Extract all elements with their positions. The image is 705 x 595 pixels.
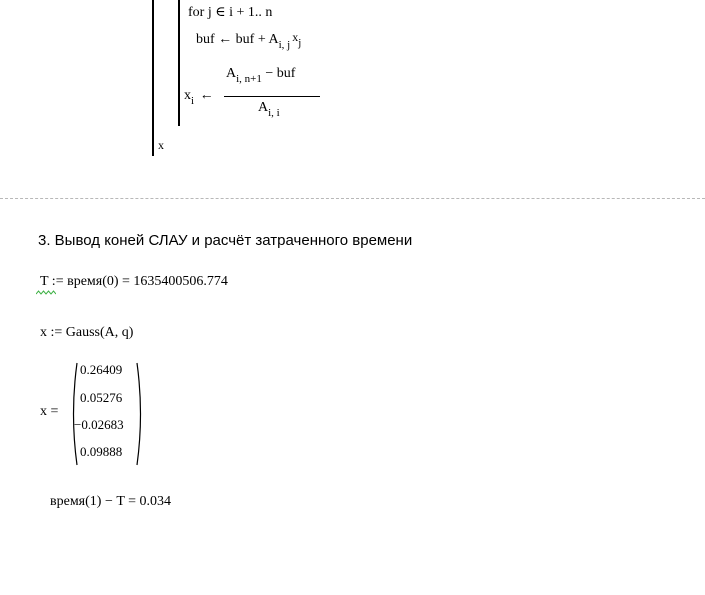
result-label-text: x = (40, 404, 59, 419)
warning-squiggle-icon (36, 290, 56, 296)
section-heading[interactable] (38, 232, 412, 249)
assign-sub-i: i (191, 95, 195, 107)
program-return (158, 138, 164, 153)
accumulate-sub-ij: i, j (278, 39, 291, 51)
vector-entry-4: 0.09888 (80, 444, 123, 459)
section-heading-text: 3. Вывод коней СЛАУ и расчёт затраченного времени (38, 232, 413, 249)
result-label[interactable] (40, 404, 58, 420)
vector-entry (80, 444, 122, 460)
assign-x: x (184, 88, 191, 103)
gauss-assignment[interactable] (40, 325, 133, 341)
accumulate-statement[interactable] (196, 30, 302, 51)
numerator-tail: − buf (265, 66, 296, 81)
numerator-A: A (226, 66, 237, 81)
vector-entry (74, 417, 124, 433)
program-inner-bar (178, 0, 180, 126)
elapsed-text: время(1) − T = 0.034 (50, 494, 172, 509)
vector-entry (80, 362, 122, 378)
region-separator (0, 198, 705, 199)
elapsed-time-expression[interactable] (50, 494, 171, 510)
assign-arrow: ← (199, 88, 214, 103)
program-outer-bar (152, 0, 154, 156)
vector-left-paren-icon (68, 362, 78, 466)
vector-right-paren-icon (136, 362, 146, 466)
accumulate-sub-j: j (298, 37, 302, 49)
denominator-sub: i, i (268, 107, 280, 119)
fraction-bar (224, 96, 320, 97)
return-x: x (158, 138, 164, 152)
accumulate-x: x (292, 30, 299, 44)
vector-entry-3: −0.02683 (74, 417, 124, 432)
vector-entry-1: 0.26409 (80, 362, 123, 377)
time-start-expression[interactable] (40, 274, 228, 290)
fraction-denominator (258, 100, 280, 119)
fraction-numerator (226, 66, 296, 85)
time-start-text: T := время(0) = 1635400506.774 (40, 274, 228, 289)
for-loop-text: for j ∈ i + 1.. n (188, 5, 273, 20)
accumulate-text: buf ← buf + A (196, 32, 279, 47)
assign-lhs[interactable] (184, 88, 214, 107)
vector-entry-2: 0.05276 (80, 390, 123, 405)
denominator-A: A (258, 100, 269, 115)
for-loop-statement[interactable] (188, 4, 272, 21)
gauss-text: x := Gauss(A, q) (40, 325, 134, 340)
numerator-sub: i, n+1 (236, 73, 262, 85)
vector-entry (80, 390, 122, 406)
